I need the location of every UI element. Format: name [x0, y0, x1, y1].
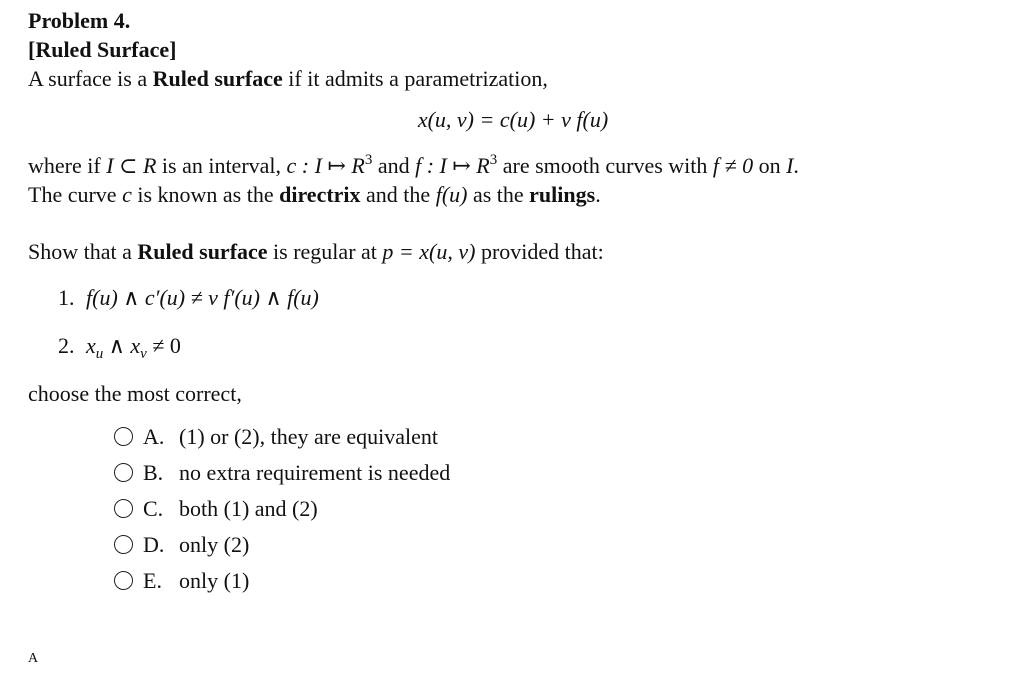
option-e-text: only (1)	[179, 568, 250, 593]
curve-math-1: c	[122, 182, 132, 207]
show-text-3: provided that:	[475, 239, 604, 264]
where-math-3: f : I ↦ R	[415, 153, 490, 178]
radio-circle-icon[interactable]	[114, 535, 133, 554]
condition-2-sub-u: u	[95, 346, 104, 362]
condition-2	[58, 331, 1018, 360]
radio-circle-icon[interactable]	[114, 427, 133, 446]
condition-2-x2: x	[130, 333, 141, 358]
option-c-text: both (1) and (2)	[179, 496, 318, 521]
condition-1	[58, 283, 1018, 312]
parametrization-equation: x(u, v) = c(u) + v f(u)	[417, 107, 609, 132]
option-b-text: no extra requirement is needed	[179, 460, 451, 485]
show-math-1: p = x(u, v)	[382, 239, 476, 264]
option-c-letter: C.	[143, 496, 164, 521]
cut-off-trailing-text: A	[28, 651, 39, 666]
show-text-2: is regular at	[267, 239, 383, 264]
directrix-term: directrix	[279, 182, 361, 207]
option-d-letter: D.	[143, 532, 165, 557]
problem-document	[28, 6, 1018, 602]
option-b[interactable]	[114, 458, 1018, 487]
condition-2-sub-v: v	[140, 346, 147, 362]
where-text-2: is an interval,	[156, 153, 287, 178]
where-text-3: and	[372, 153, 416, 178]
curve-text-4: as the	[467, 182, 530, 207]
condition-2-number: 2.	[58, 333, 75, 358]
curve-text-1: The curve	[28, 182, 123, 207]
option-d-text: only (2)	[179, 532, 250, 557]
option-e[interactable]	[114, 566, 1018, 595]
show-term: Ruled surface	[137, 239, 268, 264]
option-a-letter: A.	[143, 424, 165, 449]
option-b-letter: B.	[143, 460, 164, 485]
intro-text-after: if it admits a parametrization,	[282, 66, 548, 91]
radio-circle-icon[interactable]	[114, 463, 133, 482]
rulings-term: rulings	[529, 182, 596, 207]
where-paragraph	[28, 151, 1018, 180]
conditions-list	[28, 283, 1018, 360]
radio-circle-icon[interactable]	[114, 499, 133, 518]
where-math-1: I ⊂ R	[106, 153, 157, 178]
where-math-4: f ≠ 0	[712, 153, 754, 178]
condition-2-rest: ≠ 0	[146, 333, 181, 358]
where-text-5: on	[753, 153, 787, 178]
option-d[interactable]	[114, 530, 1018, 559]
curve-text-2: is known as the	[131, 182, 280, 207]
choose-prompt: choose the most correct,	[28, 381, 242, 406]
intro-text-before: A surface is a	[28, 66, 153, 91]
intro-paragraph	[28, 64, 1018, 93]
where-text-4: are smooth curves with	[497, 153, 713, 178]
where-exponent-2: 3	[489, 152, 498, 168]
option-a[interactable]	[114, 422, 1018, 451]
where-math-2: c : I ↦ R	[286, 153, 365, 178]
condition-1-number: 1.	[58, 285, 75, 310]
curve-text-3: and the	[360, 182, 436, 207]
option-a-text: (1) or (2), they are equivalent	[179, 424, 438, 449]
curve-math-2: f(u)	[435, 182, 468, 207]
radio-circle-icon[interactable]	[114, 571, 133, 590]
answer-options	[28, 422, 1018, 595]
where-text-1: where if	[28, 153, 107, 178]
show-text-1: Show that a	[28, 239, 138, 264]
option-c[interactable]	[114, 494, 1018, 523]
where-text-6: .	[793, 153, 799, 178]
problem-title: Problem 4.	[28, 8, 131, 33]
curve-text-5: .	[595, 182, 601, 207]
where-exponent-1: 3	[364, 152, 373, 168]
curve-paragraph	[28, 180, 1018, 209]
condition-1-math: f(u) ∧ c′(u) ≠ v f′(u) ∧ f(u)	[86, 285, 319, 310]
where-math-5: I	[786, 153, 794, 178]
condition-2-wedge: ∧	[103, 333, 131, 358]
condition-2-x1: x	[86, 333, 96, 358]
intro-term: Ruled surface	[152, 66, 283, 91]
option-e-letter: E.	[143, 568, 162, 593]
problem-subtitle: [Ruled Surface]	[28, 37, 177, 62]
show-paragraph	[28, 237, 1018, 266]
